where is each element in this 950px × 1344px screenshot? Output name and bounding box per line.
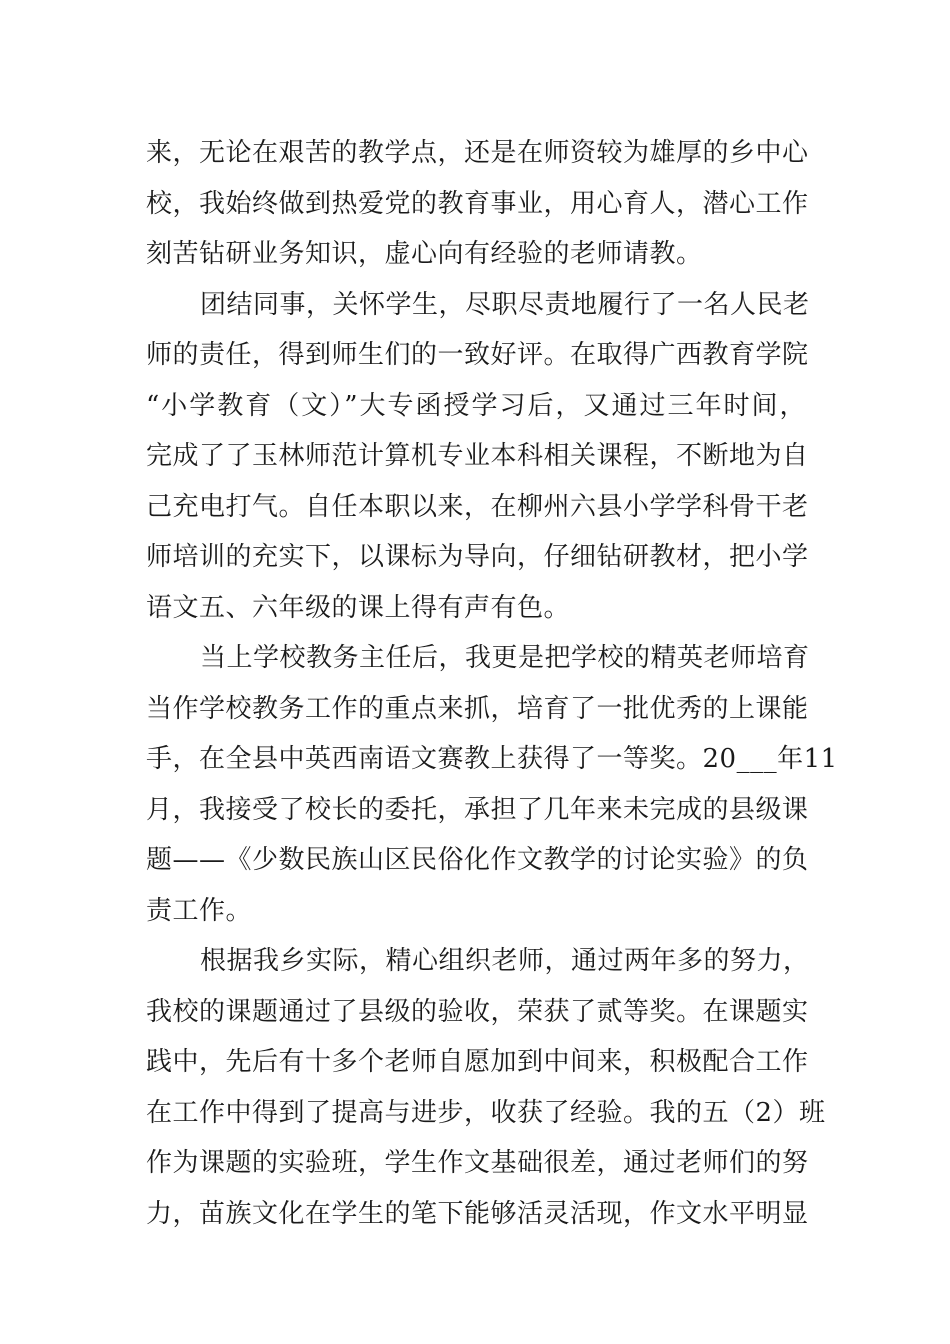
text-line: 团结同事，关怀学生，尽职尽责地履行了一名人民老 — [200, 289, 810, 320]
text-line: 师培训的充实下，以课标为导向，仔细钻研教材，把小学 — [146, 542, 809, 572]
text-line: 完成了了玉林师范计算机专业本科相关课程，不断地为自 — [146, 441, 809, 471]
text-line: 根据我乡实际，精心组织老师，通过两年多的努力， — [200, 946, 810, 976]
text-line: 我校的课题通过了县级的验收，荣获了贰等奖。在课题实 — [146, 996, 809, 1027]
paragraph-4 — [146, 936, 826, 1239]
paragraph-1 — [146, 128, 809, 280]
text-line: 当上学校教务主任后，我更是把学校的精英老师培育 — [200, 643, 810, 673]
document-page — [146, 128, 838, 1239]
text-line: 题——《少数民族山区民俗化作文教学的讨论实验》的负 — [146, 845, 809, 875]
text-line: 师的责任，得到师生们的一致好评。在取得广西教育学院 — [146, 340, 809, 370]
text-line: 来，无论在艰苦的教学点，还是在师资较为雄厚的乡中心 — [146, 138, 809, 168]
text-line: “小学教育（文）”大专函授学习后，又通过三年时间， — [146, 390, 806, 421]
paragraph-2 — [146, 280, 810, 634]
text-line: 校，我始终做到热爱党的教育事业，用心育人，潜心工作 — [146, 188, 809, 219]
text-line: 在工作中得到了提高与进步，收获了经验。我的五（2）班 — [146, 1097, 826, 1128]
text-line: 作为课题的实验班，学生作文基础很差，通过老师们的努 — [146, 1148, 809, 1178]
text-line: 当作学校教务工作的重点来抓，培育了一批优秀的上课能 — [146, 693, 809, 724]
text-line: 力，苗族文化在学生的笔下能够活灵活现，作文水平明显 — [146, 1198, 809, 1229]
text-line: 践中，先后有十多个老师自愿加到中间来，积极配合工作 — [146, 1047, 809, 1077]
text-line: 责工作。 — [146, 895, 253, 926]
text-line: 刻苦钻研业务知识，虚心向有经验的老师请教。 — [146, 239, 703, 269]
text-line: 月，我接受了校长的委托，承担了几年来未完成的县级课 — [146, 794, 809, 825]
text-line: 手，在全县中英西南语文赛教上获得了一等奖。20___年11 — [146, 744, 838, 774]
text-line: 己充电打气。自任本职以来，在柳州六县小学学科骨干老 — [146, 491, 809, 522]
paragraph-3 — [146, 633, 838, 936]
text-line: 语文五、六年级的课上得有声有色。 — [146, 592, 571, 623]
